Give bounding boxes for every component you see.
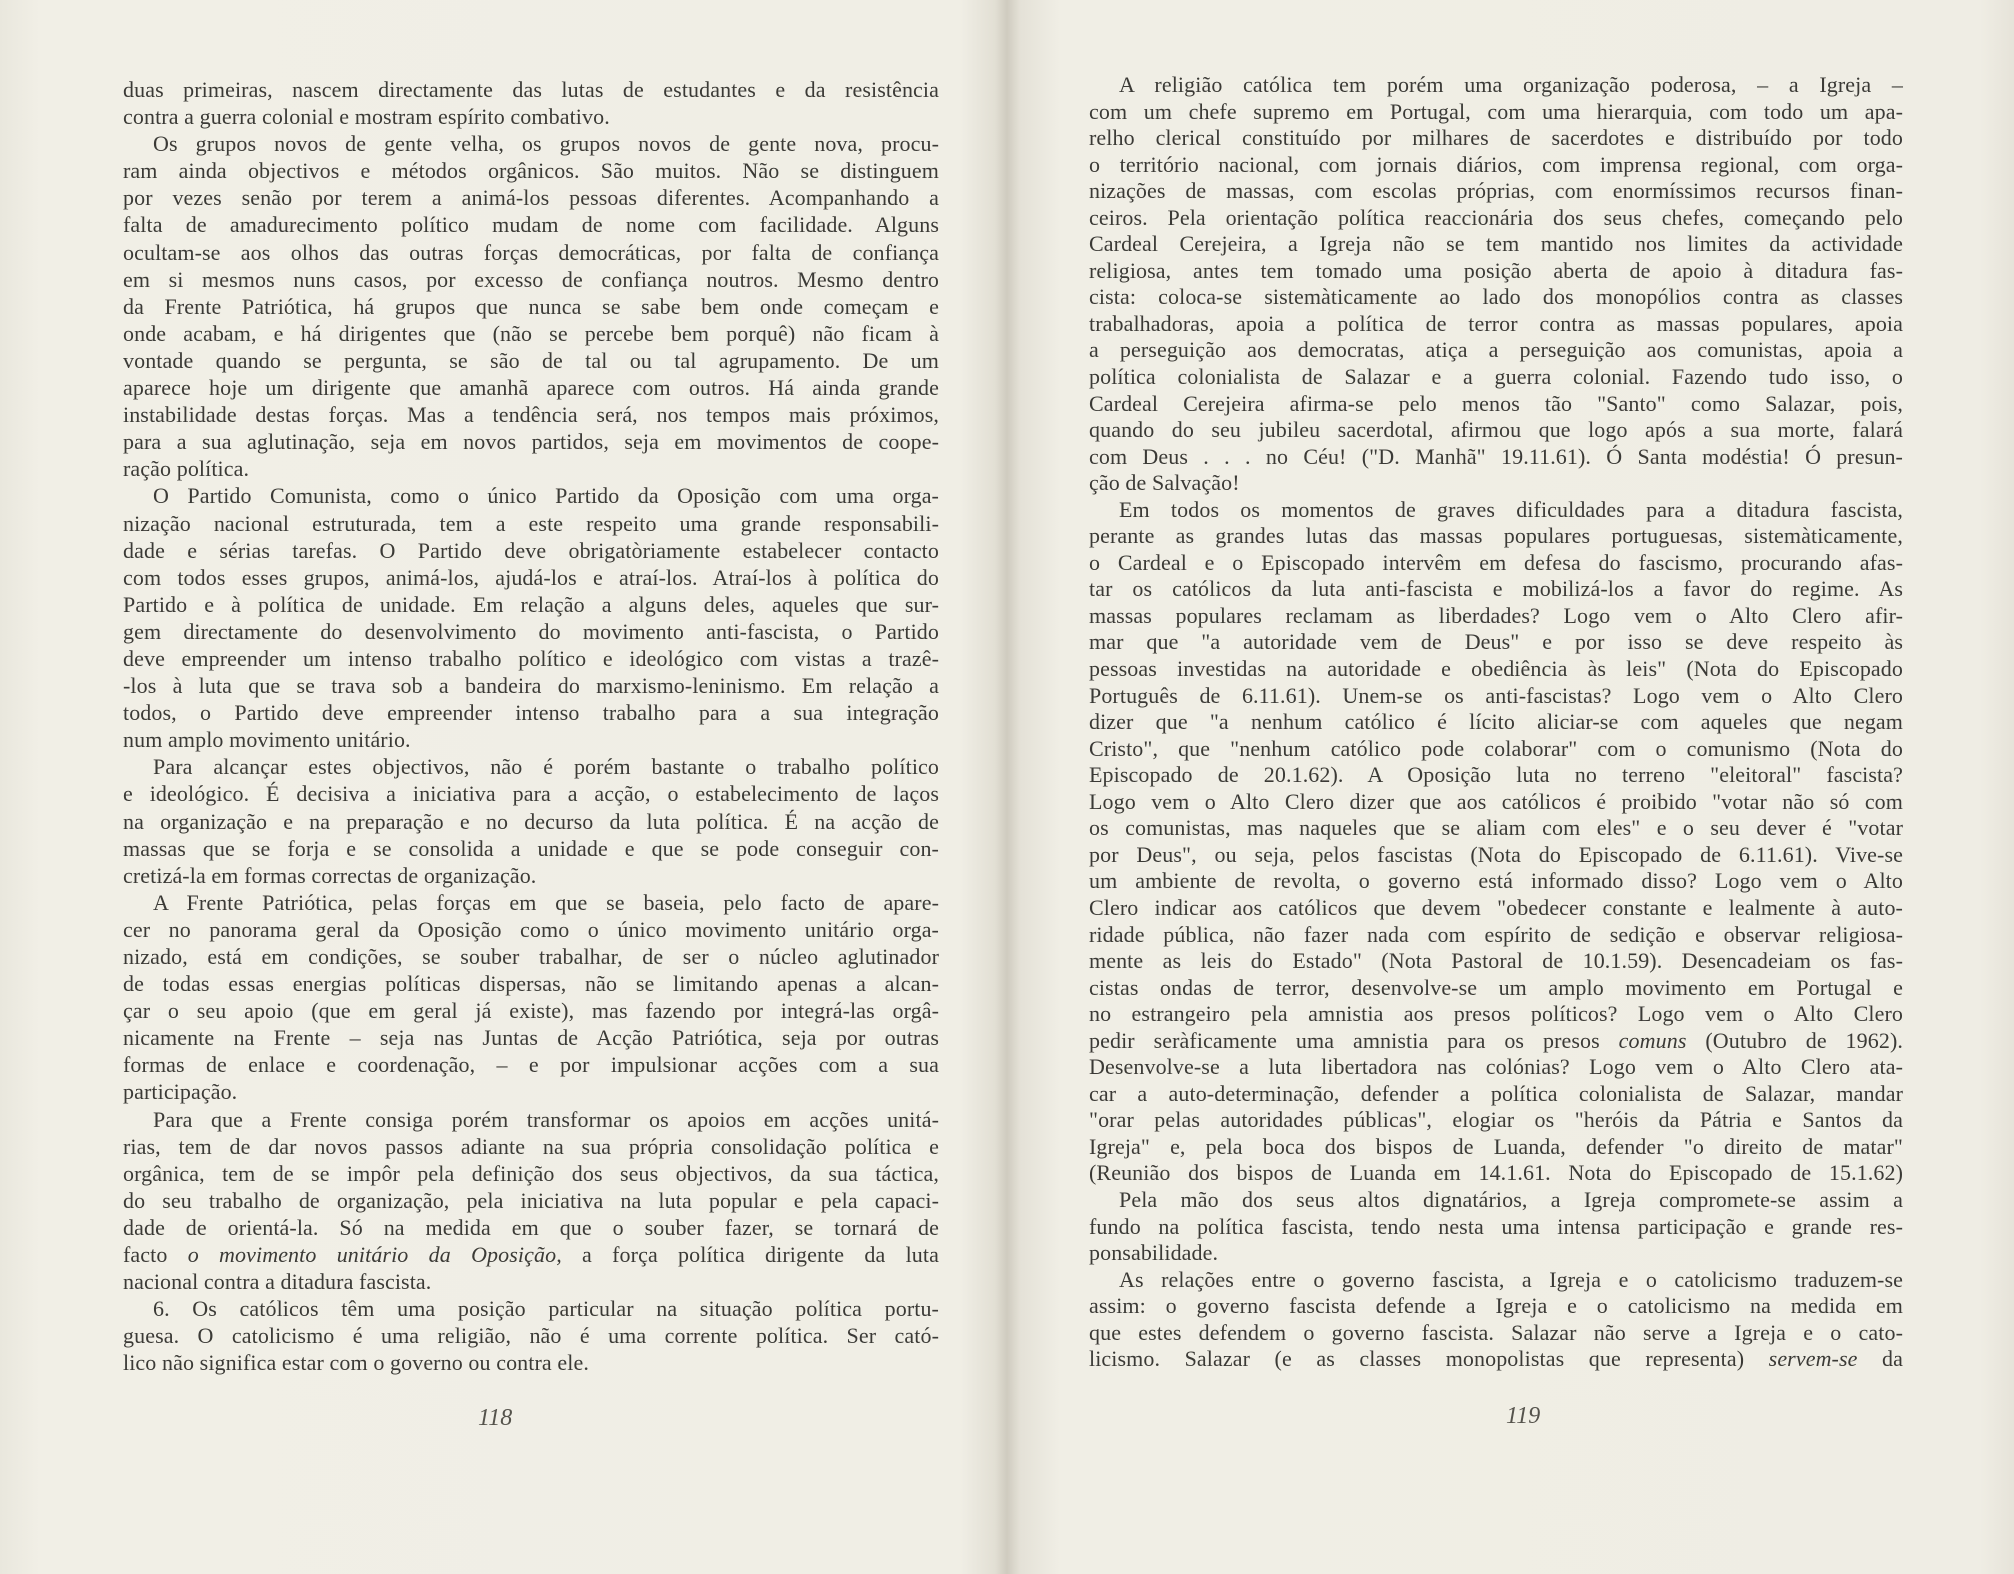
text-line: tar os católicos da luta anti-fascista e mobilizá-los a favor do regime. As — [1089, 576, 1903, 602]
text-line: pessoas investidas na autoridade e obediência às leis" (Nota do Episcopado — [1089, 656, 1903, 682]
text-line: cista: coloca-se sistemàticamente ao lado dos monopólios contra as classes — [1089, 284, 1903, 310]
text-line: por vezes senão por terem a animá-los pessoas diferentes. Acompanhando a — [123, 185, 939, 211]
text-line: com todos esses grupos, animá-los, ajudá-los e atraí-los. Atraí-los à política do — [123, 564, 939, 590]
text-line: nicamente na Frente – seja nas Juntas de Acção Patriótica, seja por outras — [123, 1025, 939, 1051]
text-line: 6. Os católicos têm uma posição particular na situação política portu- — [153, 1296, 939, 1322]
text-line: participação. — [123, 1079, 238, 1105]
text-segment: da — [1857, 1346, 1903, 1372]
text-line: da Frente Patriótica, há grupos que nunca se sabe bem onde começam e — [123, 293, 939, 319]
text-line: "orar pelas autoridades públicas", elogiar os "heróis da Pátria e Santos da — [1089, 1107, 1903, 1133]
text-line: deve empreender um intenso trabalho político e ideológico com vistas a trazê- — [123, 645, 939, 671]
text-line: cistas ondas de terror, desenvolve-se um amplo movimento em Portugal e — [1089, 974, 1903, 1000]
italic-text: servem-se — [1768, 1346, 1858, 1372]
text-line: Partido e à política de unidade. Em relação a alguns deles, aqueles que sur- — [123, 591, 939, 617]
text-line: cer no panorama geral da Oposição como o único movimento unitário orga- — [123, 916, 939, 942]
text-line: rias, tem de dar novos passos adiante na sua própria consolidação política e — [123, 1133, 939, 1159]
text-line: orgânica, tem de se impôr pela definição dos seus objectivos, da sua táctica, — [123, 1160, 939, 1186]
text-line: ponsabilidade. — [1089, 1240, 1219, 1266]
text-line: mar que "a autoridade vem de Deus" e por isso se deve respeito às — [1089, 629, 1903, 655]
text-line: Português de 6.11.61). Unem-se os anti-fascistas? Logo vem o Alto Clero — [1089, 682, 1903, 708]
text-line — [1089, 1346, 1903, 1373]
text-line: com Deus . . . no Céu! ("D. Manhã" 19.11.61). Ó Santa modéstia! Ó presun- — [1089, 443, 1903, 469]
text-segment: (Outubro de 1962). — [1686, 1027, 1903, 1053]
text-segment: facto — [123, 1242, 188, 1268]
text-line: car a auto-determinação, defender a política colonialista de Salazar, mandar — [1089, 1080, 1903, 1106]
text-line: Clero indicar aos católicos que devem "obedecer constante e lealmente à auto- — [1089, 894, 1903, 920]
text-line: Cardeal Cerejeira afirma-se pelo menos tão "Santo" como Salazar, pois, — [1089, 390, 1903, 416]
text-line: que estes defendem o governo fascista. Salazar não serve a Igreja e o cato- — [1089, 1319, 1903, 1345]
text-line: por Deus", ou seja, pelos fascistas (Nota do Episcopado de 6.11.61). Vive-se — [1089, 841, 1903, 867]
text-line: contra a guerra colonial e mostram espírito combativo. — [123, 104, 610, 130]
text-line: Episcopado de 20.1.62). A Oposição luta no terreno "eleitoral" fascista? — [1089, 762, 1903, 788]
text-line: O Partido Comunista, como o único Partido da Oposição com uma orga- — [153, 483, 939, 509]
text-line: aparece hoje um dirigente que amanhã aparece com outros. Há ainda grande — [123, 375, 939, 401]
text-line: o Cardeal e o Episcopado intervêm em defesa do fascismo, procurando afas- — [1089, 549, 1903, 575]
text-line: com um chefe supremo em Portugal, com uma hierarquia, com todo um apa- — [1089, 98, 1903, 124]
text-line: relho clerical constituído por milhares de sacerdotes e distribuído por todo — [1089, 125, 1903, 151]
text-line: cretizá-la em formas correctas de organização. — [123, 862, 537, 888]
text-line: ração política. — [123, 456, 250, 482]
text-line: fundo na política fascista, tendo nesta uma intensa participação e grande res- — [1089, 1213, 1903, 1239]
text-line: Logo vem o Alto Clero dizer que aos católicos é proibido "votar não só com — [1089, 788, 1903, 814]
text-line: a perseguição aos democratas, atiça a perseguição aos comunistas, apoia a — [1089, 337, 1903, 363]
text-line: onde acabam, e há dirigentes que (não se percebe bem porquê) não ficam à — [123, 320, 939, 346]
text-line: massas que se forja e se consolida a unidade e que se pode conseguir con- — [123, 835, 939, 861]
text-line: um ambiente de revolta, o governo está informado disso? Logo vem o Alto — [1089, 868, 1903, 894]
text-line: -los à luta que se trava sob a bandeira do marxismo-leninismo. Em relação a — [123, 673, 939, 699]
text-line: Para alcançar estes objectivos, não é porém bastante o trabalho político — [153, 754, 939, 780]
text-line: mente as leis do Estado" (Nota Pastoral de 10.1.59). Desencadeiam os fas- — [1089, 948, 1903, 974]
text-line: dade e sérias tarefas. O Partido deve obrigatòriamente estabelecer contacto — [123, 537, 939, 563]
text-segment: licismo. Salazar (e as classes monopolistas que representa) — [1089, 1346, 1769, 1372]
text-line: Pela mão dos seus altos dignatários, a Igreja compromete-se assim a — [1119, 1186, 1903, 1212]
text-line: Em todos os momentos de graves dificuldades para a ditadura fascista, — [1119, 496, 1903, 522]
text-line: ção de Salvação! — [1089, 470, 1240, 496]
text-line: do seu trabalho de organização, pela iniciativa na luta popular e pela capaci- — [123, 1187, 939, 1213]
text-line: para a sua aglutinação, seja em novos partidos, seja em movimentos de coope- — [123, 429, 939, 455]
italic-text: comuns — [1618, 1027, 1687, 1053]
text-line: nizações de massas, com escolas próprias, com enormíssimos recursos finan- — [1089, 178, 1903, 204]
text-line: lico não significa estar com o governo ou contra ele. — [123, 1350, 589, 1376]
text-line: dizer que "a nenhum católico é lícito aliciar-se com aqueles que negam — [1089, 709, 1903, 735]
text-line: vontade quando se pergunta, se são de tal ou tal agrupamento. De um — [123, 347, 939, 373]
text-line: dade de orientá-la. Só na medida em que o souber fazer, se tornará de — [123, 1214, 939, 1240]
left-page-text — [123, 76, 939, 1377]
text-line: çar o seu apoio (que em geral já existe), mas fazendo por integrá-las orgâ- — [123, 998, 939, 1024]
right-page-text — [1089, 72, 1903, 1373]
text-line: de todas essas energias políticas dispersas, não se limitando apenas a alcan- — [123, 971, 939, 997]
text-line: instabilidade destas forças. Mas a tendência será, nos tempos mais próximos, — [123, 402, 939, 428]
text-line: no estrangeiro pela amnistia aos presos políticos? Logo vem o Alto Clero — [1089, 1001, 1903, 1027]
text-line: falta de amadurecimento político mudam de nome com facilidade. Alguns — [123, 212, 939, 238]
text-line: trabalhadoras, apoia a política de terror contra as massas populares, apoia — [1089, 310, 1903, 336]
text-line: gem directamente do desenvolvimento do movimento anti-fascista, o Partido — [123, 618, 939, 644]
text-segment: pedir seràficamente uma amnistia para os presos — [1089, 1027, 1619, 1053]
text-line: Cristo", que "nenhum católico pode colaborar" com o comunismo (Nota do — [1089, 735, 1903, 761]
text-line: ocultam-se aos olhos das outras forças democráticas, por falta de confiança — [123, 239, 939, 265]
page-number-right: 119 — [1506, 1403, 1541, 1429]
text-line: perante as grandes lutas das massas populares portuguesas, sistemàticamente, — [1089, 523, 1903, 549]
text-line: formas de enlace e coordenação, – e por impulsionar acções com a sua — [123, 1052, 939, 1078]
text-line: A religião católica tem porém uma organização poderosa, – a Igreja – — [1119, 72, 1903, 97]
text-line: o território nacional, com jornais diários, com imprensa regional, com orga- — [1089, 151, 1903, 177]
text-line: todos, o Partido deve empreender intenso trabalho para a sua integração — [123, 700, 939, 726]
text-line: nização nacional estruturada, tem a este respeito uma grande responsabili- — [123, 510, 939, 536]
text-line: nacional contra a ditadura fascista. — [123, 1269, 432, 1295]
text-line — [123, 1241, 939, 1268]
text-line: nizado, está em condições, se souber trabalhar, de ser o núcleo aglutinador — [123, 944, 939, 969]
text-line: em si mesmos nuns casos, por excesso de confiança noutros. Mesmo dentro — [123, 266, 939, 292]
text-line: religiosa, antes tem tomado uma posição aberta de apoio à ditadura fas- — [1089, 257, 1903, 283]
text-line: ram ainda objectivos e métodos orgânicos. São muitos. Não se distinguem — [123, 158, 939, 184]
page-number-left: 118 — [478, 1405, 513, 1431]
text-line: ridade pública, não fazer nada com espírito de sedição e observar religiosa- — [1089, 921, 1903, 947]
text-line: na organização e na preparação e no decurso da luta política. É na acção de — [123, 808, 939, 834]
text-segment: a força política dirigente da luta — [561, 1242, 939, 1268]
text-line: Para que a Frente consiga porém transformar os apoios em acções unitá- — [153, 1106, 939, 1132]
text-line: Cardeal Cerejeira, a Igreja não se tem mantido nos limites da actividade — [1089, 231, 1903, 257]
italic-text: o movimento unitário da Oposição, — [187, 1242, 562, 1268]
text-line: assim: o governo fascista defende a Igreja e o catolicismo na medida em — [1089, 1293, 1903, 1319]
text-line: (Reunião dos bispos de Luanda em 14.1.61. Nota do Episcopado de 15.1.62) — [1089, 1160, 1903, 1186]
text-line: quando do seu jubileu sacerdotal, afirmou que logo após a sua morte, falará — [1089, 417, 1903, 443]
text-line: As relações entre o governo fascista, a Igreja e o catolicismo traduzem-se — [1119, 1266, 1903, 1292]
text-line: Igreja" e, pela boca dos bispos de Luanda, defender "o direito de matar" — [1089, 1133, 1903, 1159]
text-line: política colonialista de Salazar e a guerra colonial. Fazendo tudo isso, o — [1089, 364, 1903, 390]
text-line: duas primeiras, nascem directamente das lutas de estudantes e da resistência — [123, 77, 939, 102]
text-line: ceiros. Pela orientação política reaccionária dos seus chefes, começando pelo — [1089, 204, 1903, 230]
text-line: A Frente Patriótica, pelas forças em que se baseia, pelo facto de apare- — [153, 889, 939, 915]
text-line: Desenvolve-se a luta libertadora nas colónias? Logo vem o Alto Clero ata- — [1089, 1054, 1903, 1080]
text-line: e ideológico. É decisiva a iniciativa para a acção, o estabelecimento de laços — [123, 781, 939, 807]
text-line: num amplo movimento unitário. — [123, 727, 411, 753]
text-line: Os grupos novos de gente velha, os grupos novos de gente nova, procu- — [153, 131, 939, 157]
text-line: massas populares reclamam as liberdades? Logo vem o Alto Clero afir- — [1089, 602, 1903, 628]
text-line — [1089, 1028, 1903, 1055]
text-line: guesa. O catolicismo é uma religião, não é uma corrente política. Ser cató- — [123, 1323, 939, 1349]
text-line: os comunistas, mas naqueles que se aliam com eles" e o seu dever é "votar — [1089, 815, 1903, 841]
